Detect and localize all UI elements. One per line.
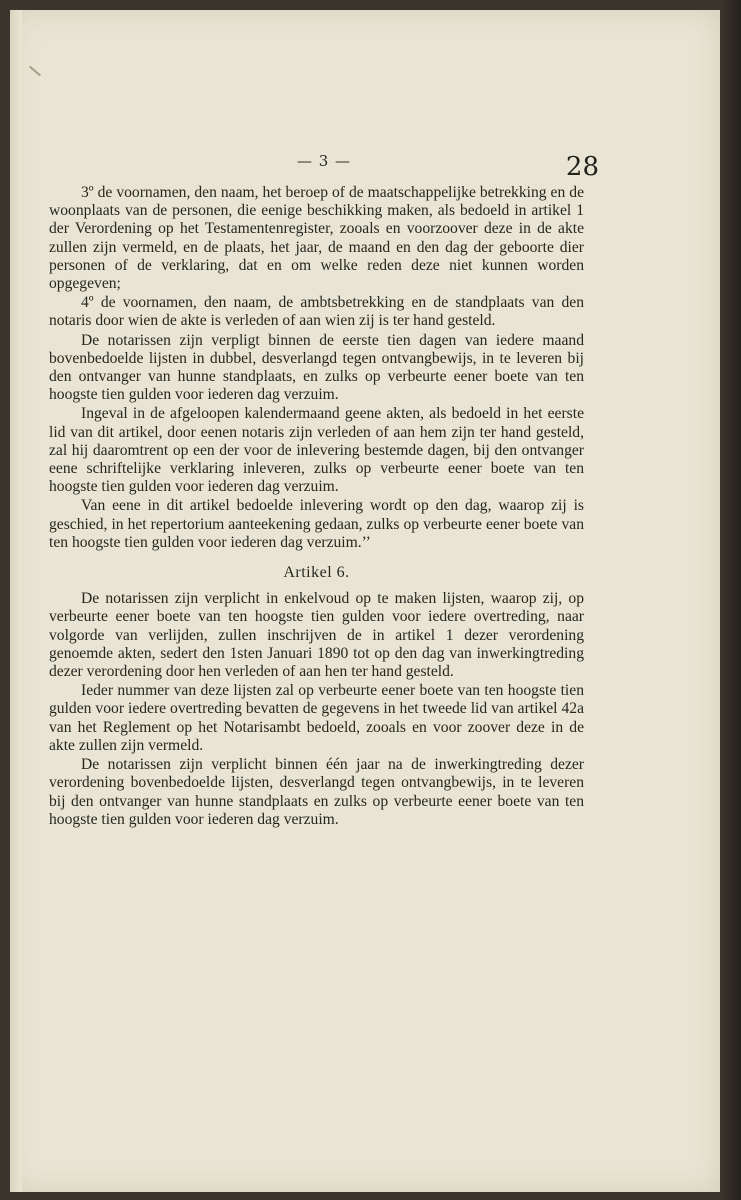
article-heading: Artikel 6. bbox=[283, 564, 350, 582]
page-edge bbox=[720, 0, 741, 1200]
paragraph: 4º de voornamen, den naam, de ambtsbetrekking en de standplaats van den notaris door wien de akte is verleden of aan wien zij is ter hand gesteld. bbox=[49, 294, 584, 330]
paragraph: Ingeval in de afgeloopen kalendermaand geene akten, als bedoeld in het eerste lid van dit artikel, door eenen notaris zijn verleden of aan hem zijn ter hand gesteld, zal hij daaromtrent op een der voor de inlevering bestemde dagen, bij den ontvanger eene schriftelijke verklaring inleveren, zulks op verbeurte eener boete van ten hoogste tien gulden voor iederen dag verzuim. bbox=[49, 405, 584, 496]
page-indicator: — 3 — bbox=[296, 152, 352, 170]
paragraph: 3º de voornamen, den naam, het beroep of de maatschappelijke betrekking en de woonplaats van de personen, die eenige beschikking maken, als bedoeld in artikel 1 der Verordening op het Testamentenregister, zooals en voorzoover deze in de akte zullen zijn vermeld, en de plaats, het jaar, de maand en den dag der geboorte dier personen of de verklaring, dat en om welke reden deze niet kunnen worden opgegeven; bbox=[49, 184, 584, 293]
paragraph: Ieder nummer van deze lijsten zal op verbeurte eener boete van ten hoogste tien gulden voor iedere overtreding bevatten de gegevens in het tweede lid van artikel 42a van het Reglement op het Notarisambt bedoeld, zooals en voor zoover deze in de akte zullen zijn vermeld. bbox=[49, 682, 584, 754]
paragraph: De notarissen zijn verplicht binnen één jaar na de inwerkingtreding dezer verordening bovenbedoelde lijsten, desverlangd tegen ontvangbewijs, in te leveren bij den ontvanger van hunne standplaats en zulks op verbeurte eener boete van ten hoogste tien gulden voor iederen dag verzuim. bbox=[49, 756, 584, 828]
page-number: 28 bbox=[565, 152, 599, 182]
paragraph: De notarissen zijn verplicht in enkelvoud op te maken lijsten, waarop zij, op verbeurte eener boete van ten hoogste tien gulden voor iedere overtreding, naar volgorde van verlijden, zullen inschrijven de in artikel 1 dezer verordening genoemde akten, sedert den 1sten Januari 1890 tot op den dag van inwerkingtreding dezer verordening door hen verleden of aan hen ter hand gesteld. bbox=[49, 590, 584, 681]
page-gutter bbox=[10, 10, 22, 1192]
paragraph: Van eene in dit artikel bedoelde inlevering wordt op den dag, waarop zij is geschied, in het repertorium aanteekening gedaan, zulks op verbeurte eener boete van ten hoogste tien gulden voor iederen dag verzuim.’’ bbox=[49, 497, 584, 551]
body-text bbox=[49, 184, 584, 829]
paragraph: De notarissen zijn verpligt binnen de eerste tien dagen van iedere maand bovenbedoelde lijsten in dubbel, desverlangd tegen ontvangbewijs, in te leveren bij den ontvanger van hunne standplaats, en zulks op verbeurte eener boete van ten hoogste tien gulden voor iederen dag verzuim. bbox=[49, 331, 584, 404]
